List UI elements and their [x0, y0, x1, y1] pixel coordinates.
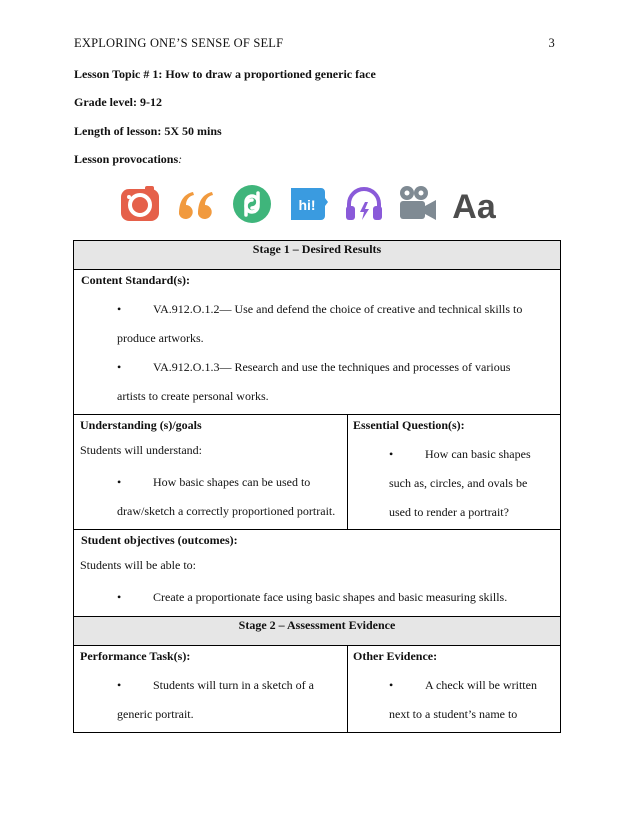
- link-icon[interactable]: [232, 184, 272, 224]
- bullet: •: [389, 678, 394, 692]
- objectives-row: [74, 530, 561, 617]
- standard-line-1: VA.912.O.1.3— Research and use the techniques and processes of various: [153, 360, 511, 374]
- understanding-item: [117, 468, 347, 526]
- lesson-provocations-heading: [74, 152, 182, 167]
- other-evidence-label: Other Evidence:: [353, 649, 438, 663]
- understanding-line-1: How basic shapes can be used to: [153, 475, 311, 489]
- running-header: [74, 36, 555, 51]
- stage1-title: Stage 1 – Desired Results: [252, 242, 382, 256]
- content-standard-label: Content Standard(s):: [81, 273, 191, 287]
- content-standards-cell: [74, 270, 561, 415]
- stage1-header-row: [74, 241, 561, 270]
- video-camera-icon[interactable]: [398, 184, 438, 224]
- objectives-intro: Students will be able to:: [80, 558, 196, 572]
- grade-level: Grade level: 9-12: [74, 95, 162, 109]
- bullet: •: [117, 590, 122, 604]
- lesson-length: Length of lesson: 5X 50 mins: [74, 124, 222, 138]
- objective-item: [117, 583, 560, 612]
- quote-icon[interactable]: [176, 184, 216, 224]
- understanding-cell: [74, 415, 348, 530]
- provocation-icons: [120, 184, 500, 224]
- hi-chat-icon[interactable]: [288, 184, 328, 224]
- standard-item: [117, 353, 560, 411]
- stage2-title-cell: [74, 617, 561, 646]
- lesson-topic: Lesson Topic # 1: How to draw a proportioned generic face: [74, 67, 376, 81]
- camera-icon[interactable]: [120, 184, 160, 224]
- essential-question-item: [389, 440, 560, 527]
- bullet: •: [117, 475, 122, 489]
- stage2-title: Stage 2 – Assessment Evidence: [238, 618, 396, 632]
- performance-line-2: generic portrait.: [117, 707, 194, 721]
- standard-line-2: produce artworks.: [117, 331, 204, 345]
- headphones-icon[interactable]: [344, 184, 384, 224]
- hi-text: hi!: [298, 197, 316, 213]
- objectives-cell: [74, 530, 561, 617]
- bullet: •: [117, 302, 122, 316]
- standard-item: [117, 295, 560, 353]
- header-title: EXPLORING ONE’S SENSE OF SELF: [74, 36, 284, 50]
- provocations-colon: :: [178, 152, 183, 166]
- bullet: •: [117, 678, 122, 692]
- standard-line-1: VA.912.O.1.2— Use and defend the choice of creative and technical skills to: [153, 302, 523, 316]
- other-evidence-item: [389, 671, 560, 729]
- essential-line-2: such as, circles, and ovals be: [389, 476, 528, 490]
- stage1-title-cell: [74, 241, 561, 270]
- other-evidence-cell: [348, 646, 561, 733]
- performance-task-item: [117, 671, 347, 729]
- understanding-intro: Students will understand:: [80, 443, 202, 457]
- essential-question-label: Essential Question(s):: [353, 418, 465, 432]
- bullet: •: [389, 447, 394, 461]
- bullet: •: [117, 360, 122, 374]
- page-number: 3: [548, 36, 555, 50]
- objectives-label: Student objectives (outcomes):: [81, 533, 238, 547]
- understanding-line-2: draw/sketch a correctly proportioned portrait.: [117, 504, 336, 518]
- performance-task-cell: [74, 646, 348, 733]
- performance-line-1: Students will turn in a sketch of a: [153, 678, 314, 692]
- lesson-plan-table: [73, 240, 561, 733]
- performance-task-label: Performance Task(s):: [80, 649, 191, 663]
- evidence-row: [74, 646, 561, 733]
- other-line-1: A check will be written: [425, 678, 537, 692]
- understanding-label: Understanding (s)/goals: [80, 418, 202, 432]
- provocations-label: Lesson provocations: [74, 152, 179, 166]
- stage2-header-row: [74, 617, 561, 646]
- aa-text: Aa: [452, 188, 496, 224]
- content-standards-row: [74, 270, 561, 415]
- text-aa-icon[interactable]: [450, 184, 498, 224]
- standard-line-2: artists to create personal works.: [117, 389, 269, 403]
- essential-line-3: used to render a portrait?: [389, 505, 509, 519]
- essential-line-1: How can basic shapes: [425, 447, 531, 461]
- understanding-row: [74, 415, 561, 530]
- other-line-2: next to a student’s name to: [389, 707, 518, 721]
- objective-text: Create a proportionate face using basic shapes and basic measuring skills.: [153, 590, 508, 604]
- essential-question-cell: [348, 415, 561, 530]
